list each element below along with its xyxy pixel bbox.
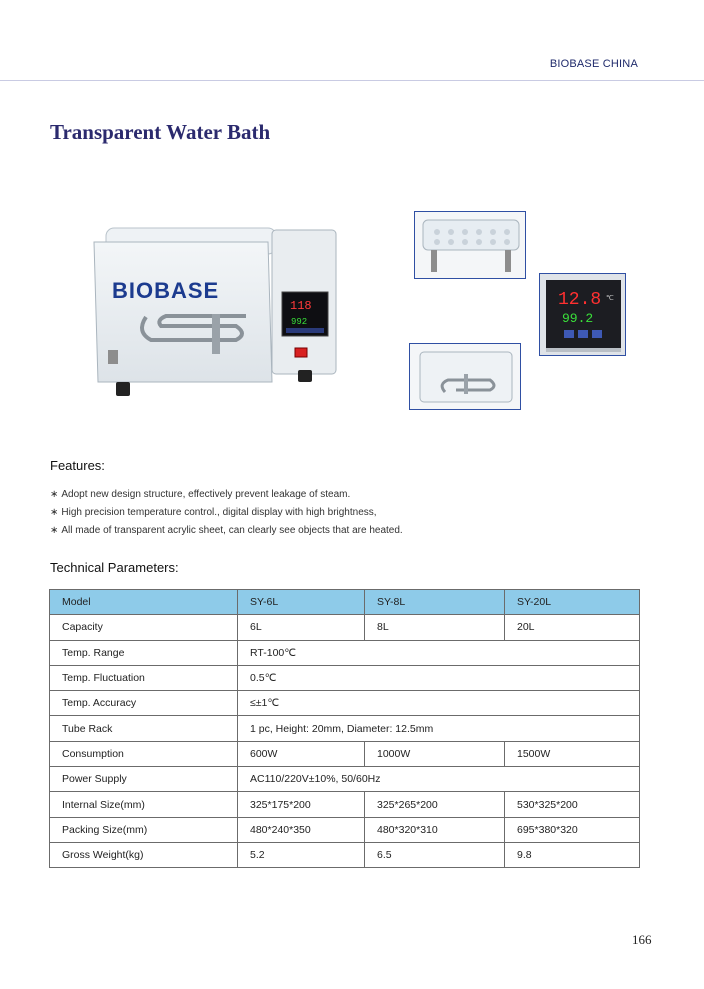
- table-row: [50, 615, 640, 640]
- page-number: 166: [632, 932, 652, 947]
- table-cell: Capacity: [50, 615, 238, 640]
- list-item: [50, 486, 403, 504]
- table-cell: 8L: [365, 615, 505, 640]
- table-cell: 20L: [505, 615, 640, 640]
- parameters-heading: Technical Parameters:: [50, 560, 179, 575]
- header-cell: SY-8L: [365, 590, 505, 615]
- table-row: [50, 741, 640, 766]
- table-row: [50, 767, 640, 792]
- table-cell: 6L: [238, 615, 365, 640]
- table-cell: 530*325*200: [505, 792, 640, 817]
- brand-text-on-tank: BIOBASE: [112, 278, 220, 303]
- features-heading: Features:: [50, 458, 105, 473]
- table-header-row: [50, 590, 640, 615]
- table-cell: 325*175*200: [238, 792, 365, 817]
- water-bath-image: [86, 222, 348, 404]
- table-cell: 6.5: [365, 842, 505, 867]
- table-cell: 1500W: [505, 741, 640, 766]
- brand-label: BIOBASE CHINA: [549, 58, 638, 70]
- feature-text: Adopt new design structure, effectively prevent leakage of steam.: [61, 489, 351, 500]
- table-cell: 695*380*320: [505, 817, 640, 842]
- features-list: [50, 486, 403, 540]
- tube-rack-image: [414, 211, 526, 279]
- table-cell: AC110/220V±10%, 50/60Hz: [238, 767, 640, 792]
- table-cell: Tube Rack: [50, 716, 238, 741]
- controller-bottom-value: 99.2: [562, 311, 594, 326]
- table-row: [50, 716, 640, 741]
- feature-text: High precision temperature control., digital display with high brightness,: [61, 507, 377, 518]
- table-row: [50, 691, 640, 716]
- table-cell: Temp. Accuracy: [50, 691, 238, 716]
- table-cell: 325*265*200: [365, 792, 505, 817]
- table-cell: RT-100℃: [238, 640, 640, 665]
- bullet-icon: ∗: [50, 507, 59, 518]
- page-title: Transparent Water Bath: [50, 120, 271, 144]
- list-item: [50, 522, 403, 540]
- table-row: [50, 817, 640, 842]
- header-cell: Model: [50, 590, 238, 615]
- table-cell: Consumption: [50, 741, 238, 766]
- table-row: [50, 665, 640, 690]
- table-cell: 1 pc, Height: 20mm, Diameter: 12.5mm: [238, 716, 640, 741]
- table-row: [50, 640, 640, 665]
- table-cell: 1000W: [365, 741, 505, 766]
- table-cell: 5.2: [238, 842, 365, 867]
- header-cell: SY-20L: [505, 590, 640, 615]
- table-cell: Temp. Range: [50, 640, 238, 665]
- table-cell: Power Supply: [50, 767, 238, 792]
- table-row: [50, 792, 640, 817]
- list-item: [50, 504, 403, 522]
- table-cell: 9.8: [505, 842, 640, 867]
- header-cell: SY-6L: [238, 590, 365, 615]
- controller-unit: ℃: [606, 295, 614, 302]
- table-cell: Temp. Fluctuation: [50, 665, 238, 690]
- table-cell: ≤±1℃: [238, 691, 640, 716]
- table-cell: 480*320*310: [365, 817, 505, 842]
- bullet-icon: ∗: [50, 525, 59, 536]
- controller-image: [539, 273, 626, 356]
- table-cell: Gross Weight(kg): [50, 842, 238, 867]
- feature-text: All made of transparent acrylic sheet, can clearly see objects that are heated.: [61, 525, 403, 536]
- table-cell: 0.5℃: [238, 665, 640, 690]
- table-cell: Internal Size(mm): [50, 792, 238, 817]
- table-cell: 600W: [238, 741, 365, 766]
- display-top-value: 118: [290, 299, 312, 313]
- table-cell: Packing Size(mm): [50, 817, 238, 842]
- table-row: [50, 842, 640, 867]
- display-bottom-value: 992: [291, 317, 308, 327]
- controller-top-value: 12.8: [558, 290, 602, 310]
- bullet-icon: ∗: [50, 489, 59, 500]
- technical-parameters-table: [49, 589, 640, 868]
- table-cell: 480*240*350: [238, 817, 365, 842]
- tank-heater-image: [409, 343, 521, 410]
- header-divider: [0, 80, 704, 81]
